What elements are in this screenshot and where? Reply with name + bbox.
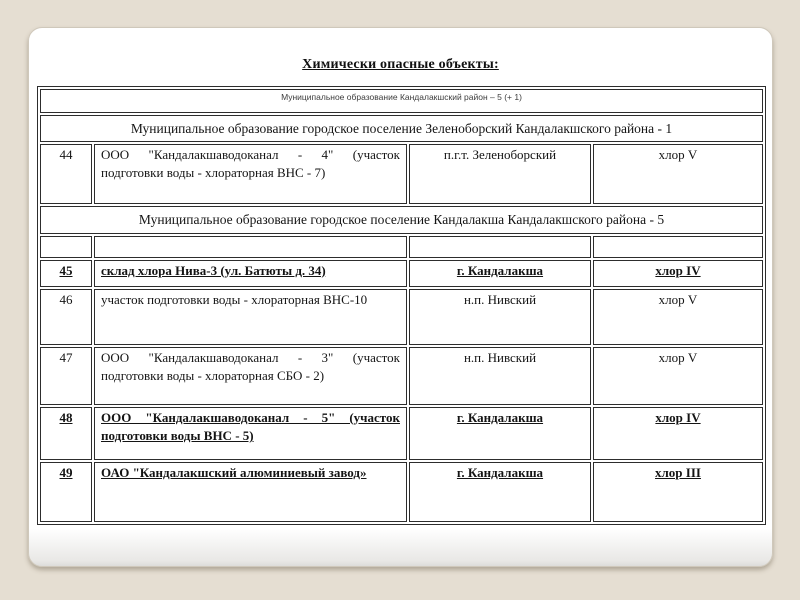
chemical-cell: хлор IV: [593, 407, 763, 460]
object-name-cell: склад хлора Нива-3 (ул. Батюты д. 34): [94, 260, 407, 287]
table-row: [40, 289, 763, 345]
group-header-row: [40, 206, 763, 234]
table-row: [40, 144, 763, 204]
empty-cell: [94, 236, 407, 258]
table-row: [40, 407, 763, 460]
table-note: Муниципальное образование Кандалакшский район – 5 (+ 1): [40, 89, 763, 113]
row-number-cell: 44: [40, 144, 92, 204]
object-name-cell: ООО "Кандалакшаводоканал - 5" (участок подготовки воды ВНС - 5): [94, 407, 407, 460]
row-number-cell: 49: [40, 462, 92, 522]
location-cell: г. Кандалакша: [409, 407, 591, 460]
chemical-cell: хлор IV: [593, 260, 763, 287]
location-cell: н.п. Нивский: [409, 347, 591, 405]
object-name-cell: ООО "Кандалакшаводоканал - 4" (участок подготовки воды - хлораторная ВНС - 7): [94, 144, 407, 204]
slide-card: [28, 27, 773, 567]
group-header-kandalaksha: Муниципальное образование городское поселение Кандалакша Кандалакшского района - 5: [40, 206, 763, 234]
location-cell: п.г.т. Зеленоборский: [409, 144, 591, 204]
location-cell: г. Кандалакша: [409, 260, 591, 287]
row-number-cell: 47: [40, 347, 92, 405]
table-row: [40, 462, 763, 522]
table-row: [40, 347, 763, 405]
object-name-cell: ООО "Кандалакшаводоканал - 3" (участок подготовки воды - хлораторная СБО - 2): [94, 347, 407, 405]
group-header-row: [40, 115, 763, 142]
row-number-cell: 48: [40, 407, 92, 460]
location-cell: н.п. Нивский: [409, 289, 591, 345]
chemical-cell: хлор V: [593, 144, 763, 204]
chemical-cell: хлор III: [593, 462, 763, 522]
empty-row: [40, 236, 763, 258]
chemical-cell: хлор V: [593, 347, 763, 405]
row-number-cell: 45: [40, 260, 92, 287]
location-cell: г. Кандалакша: [409, 462, 591, 522]
group-header-zelenoborsky: Муниципальное образование городское поселение Зеленоборский Кандалакшского района - 1: [40, 115, 763, 142]
object-name-cell: ОАО "Кандалакшский алюминиевый завод»: [94, 462, 407, 522]
hazard-objects-table: [37, 86, 766, 525]
chemical-cell: хлор V: [593, 289, 763, 345]
row-number-cell: 46: [40, 289, 92, 345]
empty-cell: [40, 236, 92, 258]
empty-cell: [593, 236, 763, 258]
page-title: Химически опасные объекты:: [302, 57, 499, 72]
object-name-cell: участок подготовки воды - хлораторная ВНС-10: [94, 289, 407, 345]
table-row: [40, 260, 763, 287]
table-note-row: [40, 89, 763, 113]
empty-cell: [409, 236, 591, 258]
